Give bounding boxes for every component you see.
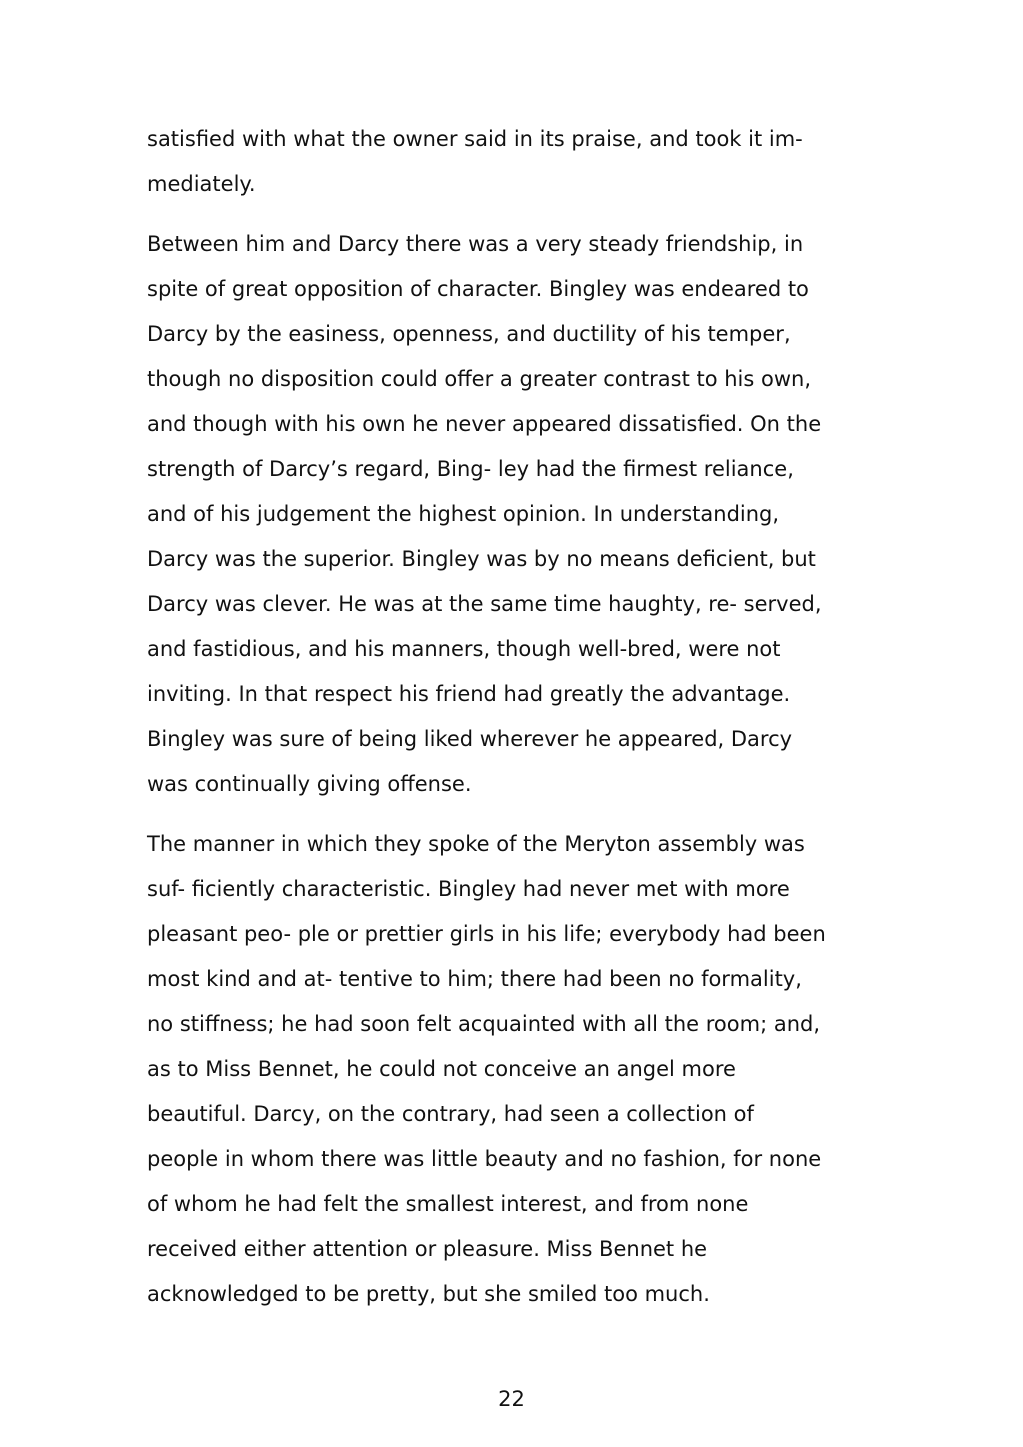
text-line: satisfied with what the owner said in its praise, and took it im- bbox=[147, 127, 803, 151]
paragraph bbox=[147, 822, 882, 1317]
text-line: inviting. In that respect his friend had greatly the advantage. bbox=[147, 682, 791, 706]
paragraph bbox=[147, 222, 882, 807]
page-number: 22 bbox=[498, 1387, 525, 1411]
text-line: Darcy was the superior. Bingley was by no means deficient, but bbox=[147, 547, 816, 571]
text-line: no stiffness; he had soon felt acquainted with all the room; and, bbox=[147, 1012, 821, 1036]
text-line: Between him and Darcy there was a very steady friendship, in bbox=[147, 232, 804, 256]
text-line: spite of great opposition of character. Bingley was endeared to bbox=[147, 277, 809, 301]
text-line: and fastidious, and his manners, though well-bred, were not bbox=[147, 637, 781, 661]
text-line: people in whom there was little beauty and no fashion, for none bbox=[147, 1147, 822, 1171]
text-line: Darcy was clever. He was at the same time haughty, re- served, bbox=[147, 592, 822, 616]
text-line: received either attention or pleasure. Miss Bennet he bbox=[147, 1237, 708, 1261]
text-line: beautiful. Darcy, on the contrary, had seen a collection of bbox=[147, 1102, 754, 1126]
text-line: and of his judgement the highest opinion. In understanding, bbox=[147, 502, 780, 526]
text-line: pleasant peo- ple or prettier girls in his life; everybody had been bbox=[147, 922, 826, 946]
paragraph bbox=[147, 117, 882, 207]
text-line: suf- ficiently characteristic. Bingley had never met with more bbox=[147, 877, 790, 901]
text-line: Bingley was sure of being liked wherever he appeared, Darcy bbox=[147, 727, 793, 751]
body-text bbox=[147, 117, 882, 1317]
text-line: as to Miss Bennet, he could not conceive an angel more bbox=[147, 1057, 736, 1081]
text-line: mediately. bbox=[147, 172, 256, 196]
text-line: The manner in which they spoke of the Meryton assembly was bbox=[147, 832, 805, 856]
text-line: and though with his own he never appeared dissatisfied. On the bbox=[147, 412, 822, 436]
text-line: though no disposition could offer a greater contrast to his own, bbox=[147, 367, 812, 391]
text-line: strength of Darcy’s regard, Bing- ley had the firmest reliance, bbox=[147, 457, 794, 481]
text-line: most kind and at- tentive to him; there had been no formality, bbox=[147, 967, 802, 991]
text-line: of whom he had felt the smallest interest, and from none bbox=[147, 1192, 749, 1216]
text-line: acknowledged to be pretty, but she smiled too much. bbox=[147, 1282, 710, 1306]
text-line: was continually giving offense. bbox=[147, 772, 472, 796]
text-line: Darcy by the easiness, openness, and ductility of his temper, bbox=[147, 322, 791, 346]
